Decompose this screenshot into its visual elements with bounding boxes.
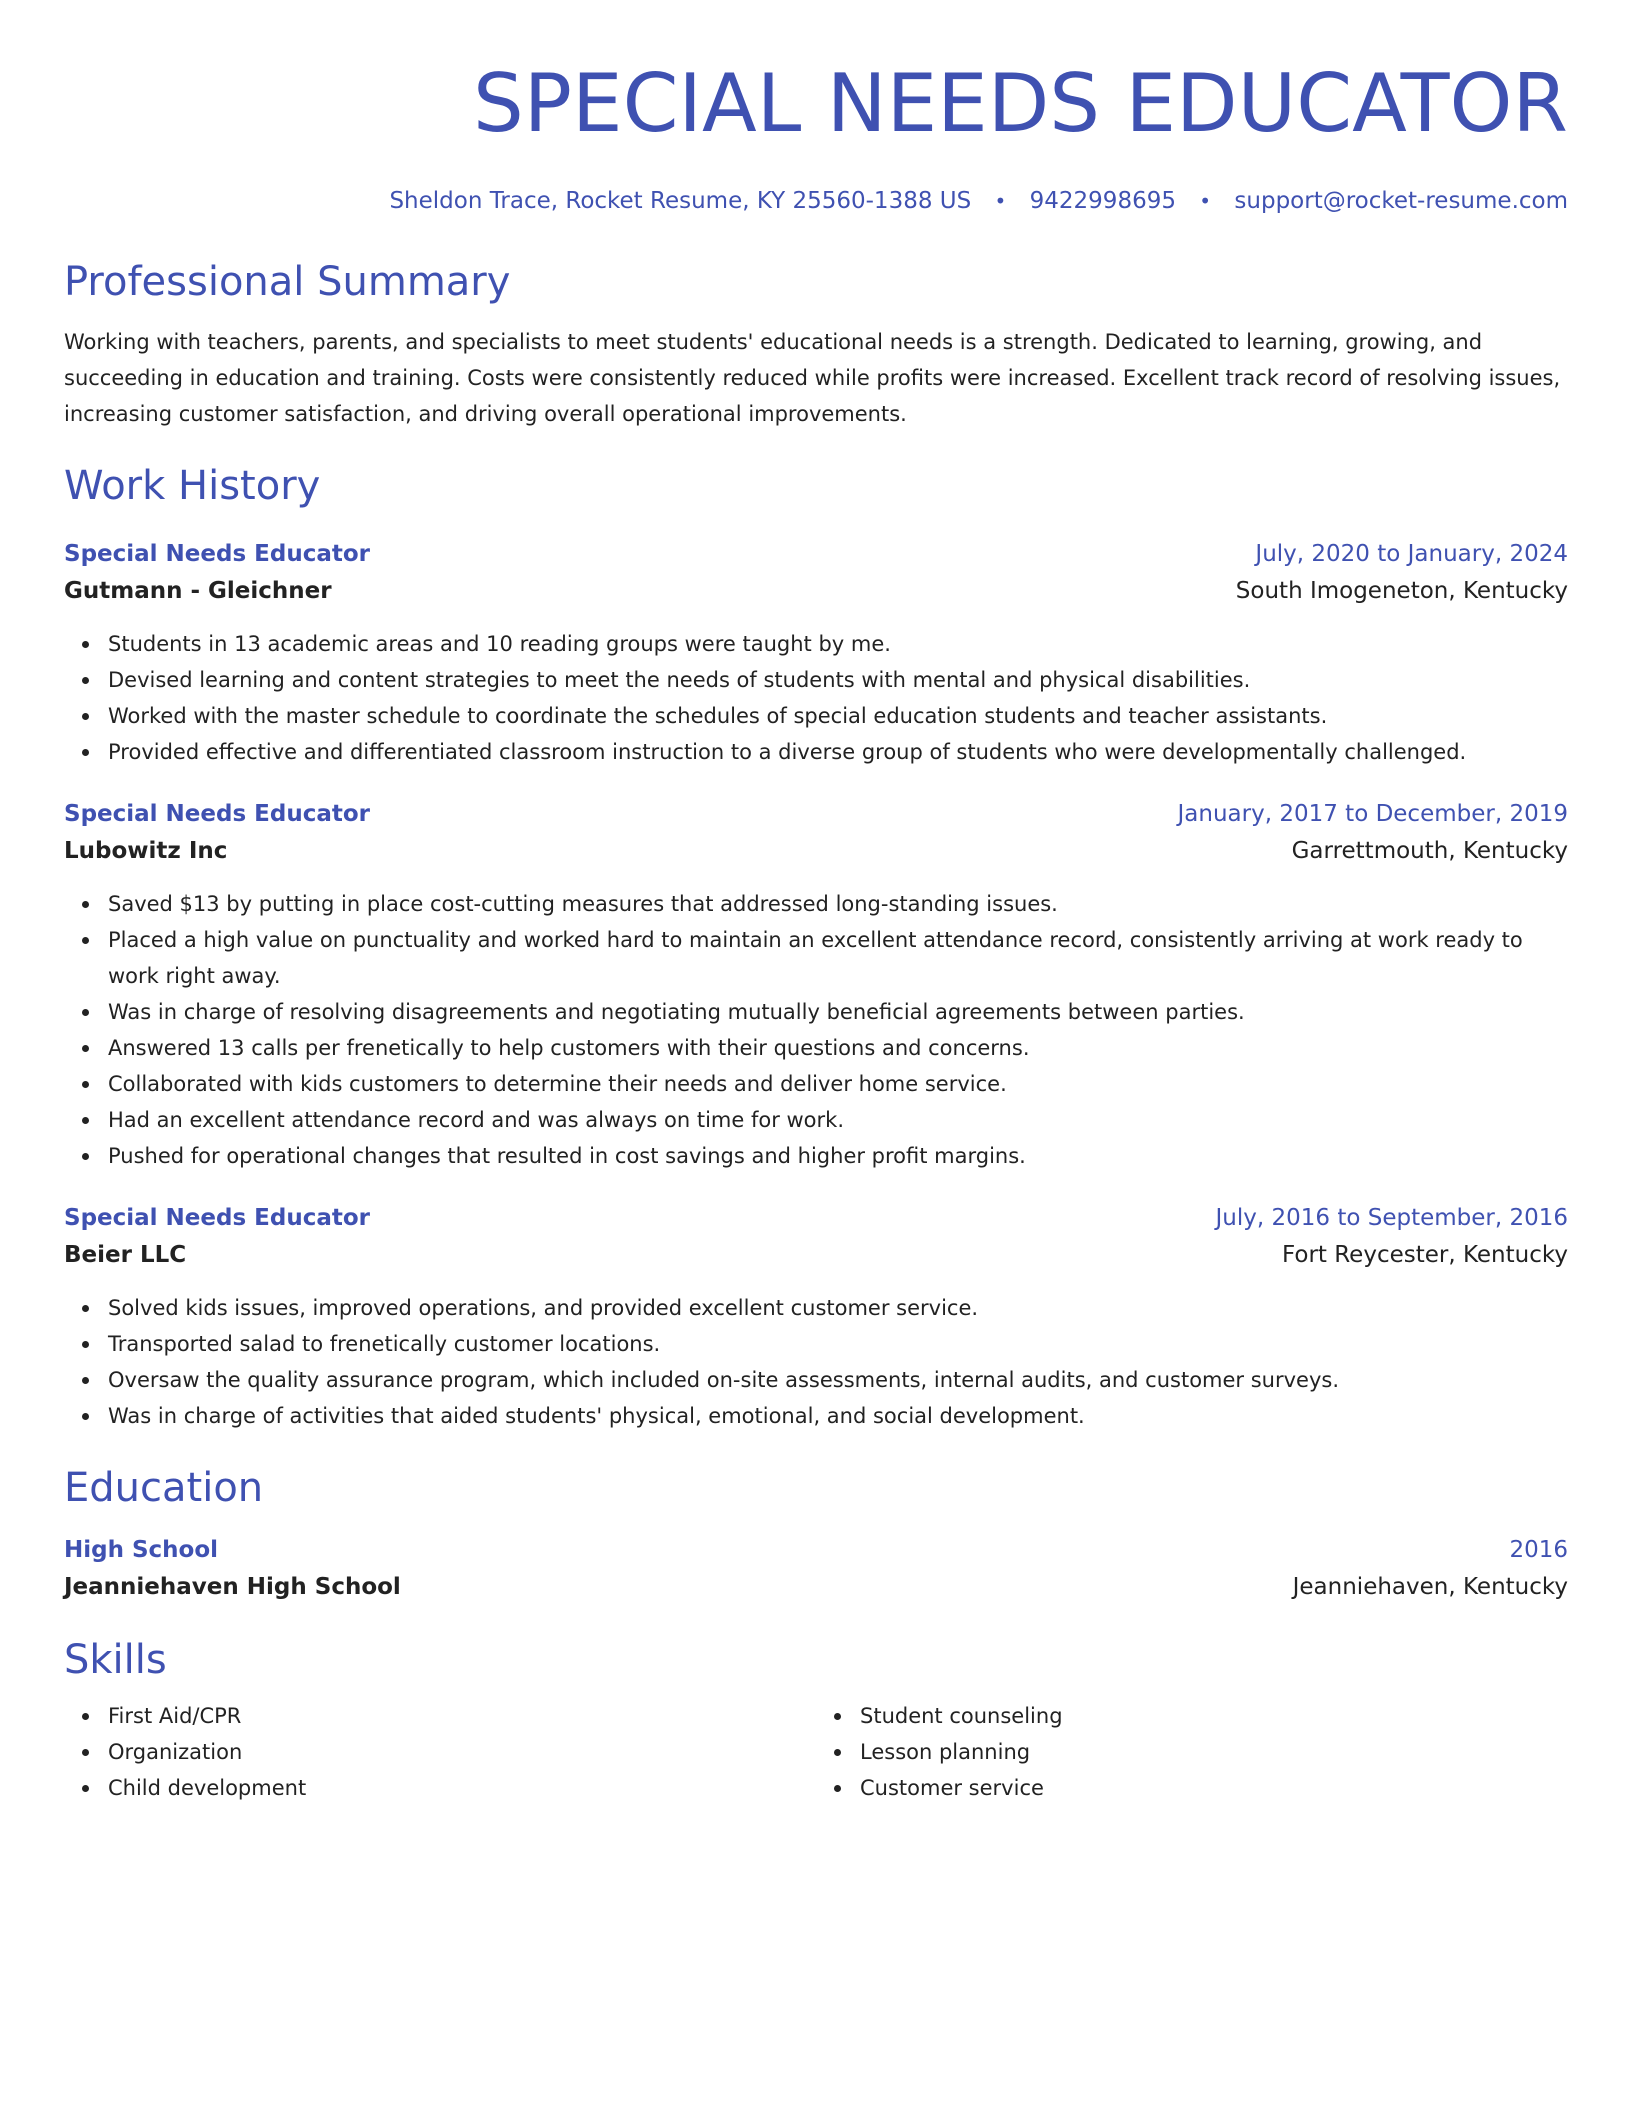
skill-item: Lesson planning bbox=[860, 1734, 1568, 1770]
contact-address: Sheldon Trace, Rocket Resume, KY 25560-1388 US bbox=[389, 188, 972, 214]
education-school-row bbox=[64, 1568, 1568, 1606]
job-header-row bbox=[64, 1200, 1568, 1236]
contact-phone: 9422998695 bbox=[1029, 188, 1176, 214]
education-header-row bbox=[64, 1532, 1568, 1568]
job-header-row bbox=[64, 796, 1568, 832]
education-location: Jeanniehaven, Kentucky bbox=[1292, 1574, 1568, 1600]
job-bullet: Oversaw the quality assurance program, which included on-site assessments, internal audits, and customer surveys. bbox=[108, 1362, 1568, 1398]
job-dates: July, 2020 to January, 2024 bbox=[1255, 541, 1568, 567]
job-title: Special Needs Educator bbox=[64, 801, 371, 827]
skills-heading: Skills bbox=[64, 1637, 167, 1683]
job-location: South Imogeneton, Kentucky bbox=[1235, 578, 1568, 604]
job-company-row bbox=[64, 572, 1568, 610]
job-bullets bbox=[64, 626, 1568, 770]
skills-grid bbox=[64, 1698, 1568, 1806]
job-header-row bbox=[64, 536, 1568, 572]
summary-heading: Professional Summary bbox=[64, 259, 511, 305]
job-bullet: Collaborated with kids customers to determine their needs and deliver home service. bbox=[108, 1066, 1568, 1102]
job-bullet: Worked with the master schedule to coordinate the schedules of special education students and teacher assistants. bbox=[108, 698, 1568, 734]
skills-list-right bbox=[816, 1698, 1568, 1806]
job-company-row bbox=[64, 832, 1568, 870]
job-title: Special Needs Educator bbox=[64, 541, 371, 567]
job-bullet: Had an excellent attendance record and was always on time for work. bbox=[108, 1102, 1568, 1138]
skill-item: First Aid/CPR bbox=[108, 1698, 816, 1734]
skill-item: Customer service bbox=[860, 1770, 1568, 1806]
job-bullet: Answered 13 calls per frenetically to help customers with their questions and concerns. bbox=[108, 1030, 1568, 1066]
job-company: Gutmann - Gleichner bbox=[64, 578, 332, 604]
job-entry bbox=[64, 796, 1568, 1174]
job-location: Garrettmouth, Kentucky bbox=[1291, 838, 1568, 864]
skill-item: Organization bbox=[108, 1734, 816, 1770]
job-bullet: Students in 13 academic areas and 10 reading groups were taught by me. bbox=[108, 626, 1568, 662]
resume-name: SPECIAL NEEDS EDUCATOR bbox=[473, 57, 1568, 150]
education-year: 2016 bbox=[1509, 1537, 1568, 1563]
contact-separator: • bbox=[1199, 189, 1212, 213]
job-bullet: Saved $13 by putting in place cost-cutting measures that addressed long-standing issues. bbox=[108, 886, 1568, 922]
education-entry bbox=[64, 1532, 1568, 1606]
job-bullet: Was in charge of activities that aided students' physical, emotional, and social development. bbox=[108, 1398, 1568, 1434]
work-history-heading: Work History bbox=[64, 463, 321, 509]
job-dates: July, 2016 to September, 2016 bbox=[1215, 1205, 1568, 1231]
job-bullet: Pushed for operational changes that resulted in cost savings and higher profit margins. bbox=[108, 1138, 1568, 1174]
skill-item: Student counseling bbox=[860, 1698, 1568, 1734]
job-location: Fort Reycester, Kentucky bbox=[1281, 1242, 1568, 1268]
contact-separator: • bbox=[994, 189, 1007, 213]
job-bullets bbox=[64, 886, 1568, 1174]
job-title: Special Needs Educator bbox=[64, 1205, 371, 1231]
job-entry bbox=[64, 1200, 1568, 1434]
job-bullet: Provided effective and differentiated classroom instruction to a diverse group of students who were developmentally challenged. bbox=[108, 734, 1568, 770]
job-bullet: Devised learning and content strategies to meet the needs of students with mental and physical disabilities. bbox=[108, 662, 1568, 698]
job-bullet: Placed a high value on punctuality and worked hard to maintain an excellent attendance record, consistently arriving at work ready to work right away. bbox=[108, 922, 1568, 994]
job-bullet: Transported salad to frenetically customer locations. bbox=[108, 1326, 1568, 1362]
job-bullets bbox=[64, 1290, 1568, 1434]
skill-item: Child development bbox=[108, 1770, 816, 1806]
job-entry bbox=[64, 536, 1568, 770]
job-company: Beier LLC bbox=[64, 1242, 187, 1268]
job-company: Lubowitz Inc bbox=[64, 838, 228, 864]
job-company-row bbox=[64, 1236, 1568, 1274]
contact-email: support@rocket-resume.com bbox=[1234, 188, 1568, 214]
education-school: Jeanniehaven High School bbox=[64, 1574, 401, 1600]
contact-line bbox=[64, 186, 1568, 216]
education-degree: High School bbox=[64, 1537, 219, 1563]
job-bullet: Was in charge of resolving disagreements and negotiating mutually beneficial agreements between parties. bbox=[108, 994, 1568, 1030]
skills-list-left bbox=[64, 1698, 816, 1806]
job-dates: January, 2017 to December, 2019 bbox=[1177, 801, 1568, 827]
job-bullet: Solved kids issues, improved operations, and provided excellent customer service. bbox=[108, 1290, 1568, 1326]
summary-text: Working with teachers, parents, and specialists to meet students' educational needs is a strength. Dedicated to learning, growing, and succeeding in education and training. Costs were consistently reduced while profits were increased. Excellent track record of resolving issues, increasing customer satisfaction, and driving overall operational improvements. bbox=[64, 330, 1561, 426]
education-heading: Education bbox=[64, 1465, 264, 1511]
